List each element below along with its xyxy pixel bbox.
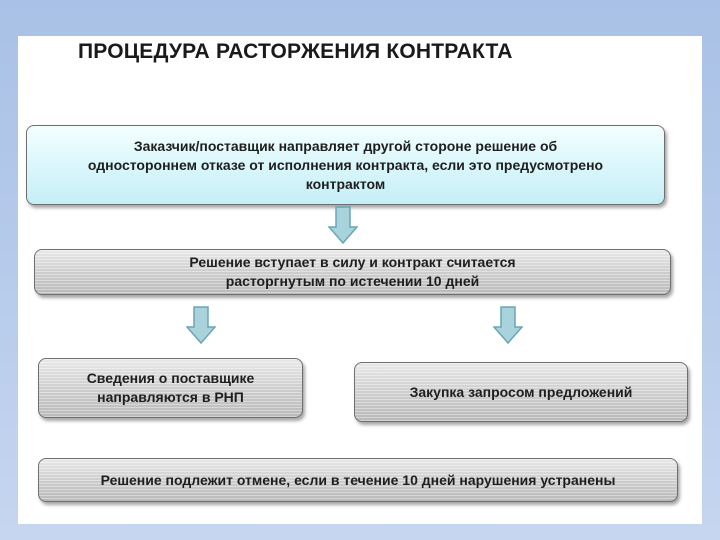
arrow-down-icon [328, 206, 358, 244]
step-notice-box [26, 125, 665, 205]
step-procurement-text: Закупка запросом предложений [409, 383, 633, 400]
arrow-down-right-icon [493, 306, 523, 344]
arrow-down-left-icon [186, 306, 216, 344]
step-rnp-box [38, 358, 303, 418]
step-cancel-box [38, 458, 678, 502]
step-effective-text: Решение вступает в силу и контракт считается расторгнутым по истечении 10 дней [189, 254, 516, 289]
step-effective-box [34, 249, 671, 295]
step-rnp-text: Сведения о поставщике направляются в РНП [86, 370, 255, 405]
page-title: ПРОЦЕДУРА РАСТОРЖЕНИЯ КОНТРАКТА [78, 40, 513, 63]
step-procurement-box [354, 362, 688, 422]
step-cancel-text: Решение подлежит отмене, если в течение 10 дней нарушения устранены [100, 471, 616, 488]
step-notice-text: Заказчик/поставщик направляет другой стороне решение об одностороннем отказе от исполнения контракта, если это предусмотрено контрактом [87, 137, 604, 192]
